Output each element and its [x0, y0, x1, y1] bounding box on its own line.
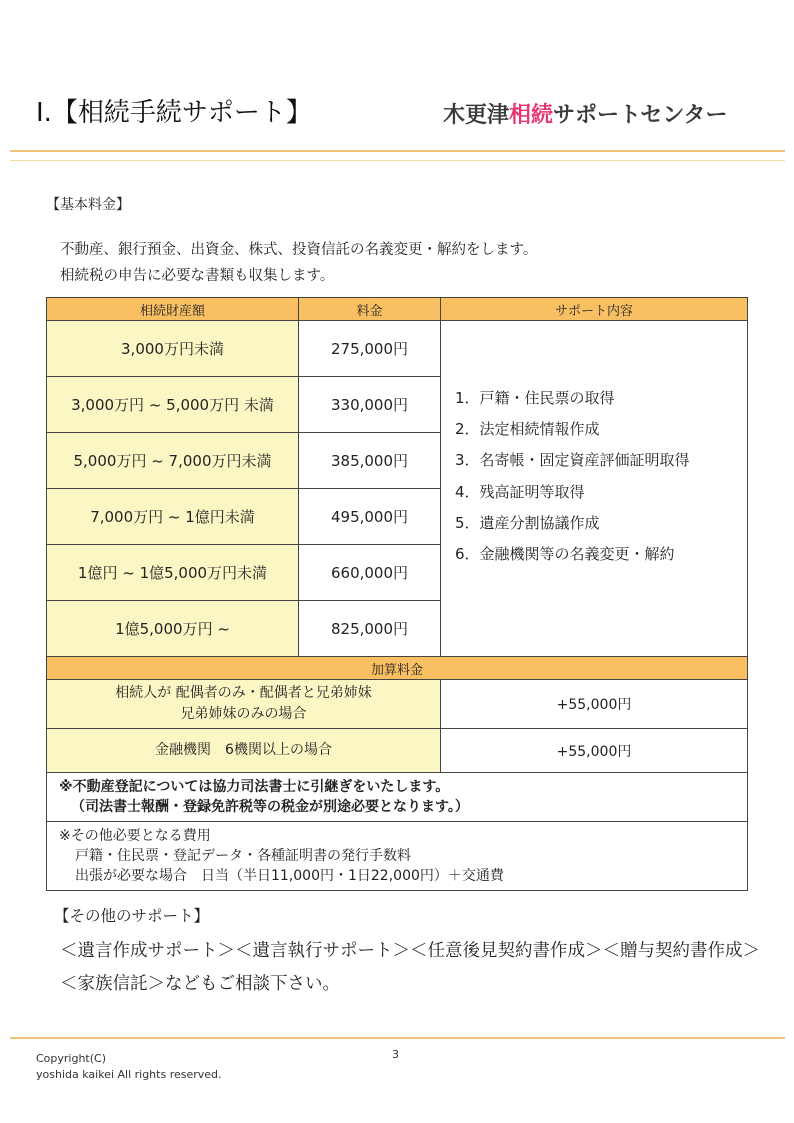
support-item: 4．残高証明等取得: [455, 482, 585, 501]
note-line: 出張が必要な場合 日当（半日11,000円・1日22,000円）＋交通費: [75, 868, 504, 884]
column-header-fee: 料金: [299, 298, 441, 321]
note-line: （司法書士報酬・登録免許税等の税金が別途必要となります。）: [71, 799, 469, 815]
support-item: 2．法定相続情報作成: [455, 420, 600, 439]
surcharge-label-line: 兄弟姉妹のみの場合: [180, 706, 307, 722]
header-divider-thin: [10, 160, 785, 161]
estate-range: 7,000万円 ~ 1億円未満: [47, 489, 299, 545]
intro-line-2: 相続税の申告に必要な書類も収集します。: [60, 268, 335, 284]
surcharge-row: [47, 729, 748, 773]
note-line: 戸籍・住民票・登記データ・各種証明書の発行手数料: [75, 848, 411, 864]
brand-logo: [443, 98, 728, 129]
other-support-heading: 【その他のサポート】: [54, 907, 210, 925]
fee-amount: 660,000円: [299, 545, 441, 601]
support-item: 3．名寄帳・固定資産評価証明取得: [455, 451, 690, 470]
estate-range: 1億5,000万円 ~: [47, 601, 299, 657]
fee-table-header: [47, 298, 748, 321]
surcharge-header-row: [47, 657, 748, 680]
note-row: [47, 822, 748, 891]
brand-text-accent: 相続: [509, 103, 554, 128]
footer-divider: [10, 1037, 785, 1039]
other-costs-note: [47, 822, 748, 891]
fee-amount: 385,000円: [299, 433, 441, 489]
brand-text-post: サポートセンター: [553, 103, 728, 128]
surcharge-label: [47, 680, 441, 729]
note-row: [47, 773, 748, 822]
copyright-line-1: Copyright(C): [36, 1052, 107, 1065]
estate-range: 5,000万円 ~ 7,000万円未満: [47, 433, 299, 489]
estate-range: 1億円 ~ 1億5,000万円未満: [47, 545, 299, 601]
support-item: 6．金融機関等の名義変更・解約: [455, 545, 675, 564]
surcharge-label-line: 相続人が 配偶者のみ・配偶者と兄弟姉妹: [115, 685, 372, 701]
support-content: [441, 321, 748, 657]
surcharge-header: 加算料金: [47, 657, 748, 680]
estate-range: 3,000万円未満: [47, 321, 299, 377]
note-line: ※その他必要となる費用: [59, 828, 211, 844]
other-support-line-2: ＜家族信託＞などもご相談下さい。: [60, 974, 340, 994]
table-row: [47, 321, 748, 377]
column-header-support: サポート内容: [441, 298, 748, 321]
fee-amount: 825,000円: [299, 601, 441, 657]
fee-table: [46, 297, 748, 891]
support-item: 5．遺産分割協議作成: [455, 513, 600, 532]
support-item: 1．戸籍・住民票の取得: [455, 389, 615, 407]
other-support-line-1: ＜遺言作成サポート＞＜遺言執行サポート＞＜任意後見契約書作成＞＜贈与契約書作成＞: [60, 941, 760, 961]
copyright-line-2: yoshida kaikei All rights reserved.: [36, 1068, 222, 1081]
surcharge-fee: +55,000円: [441, 729, 748, 773]
intro-line-1: 不動産、銀行預金、出資金、株式、投資信託の名義変更・解約をします。: [60, 242, 538, 258]
note-line: ※不動産登記については協力司法書士に引継ぎをいたします。: [59, 779, 450, 795]
registration-note: [47, 773, 748, 822]
brand-text-pre: 木更津: [443, 103, 510, 128]
header-divider: [10, 150, 785, 152]
fee-amount: 275,000円: [299, 321, 441, 377]
surcharge-fee: +55,000円: [441, 680, 748, 729]
page-title: Ⅰ.【相続手続サポート】: [36, 98, 312, 128]
fee-amount: 330,000円: [299, 377, 441, 433]
column-header-estate: 相続財産額: [47, 298, 299, 321]
basic-fee-heading: 【基本料金】: [46, 197, 130, 213]
surcharge-label: 金融機関 6機関以上の場合: [47, 729, 441, 773]
estate-range: 3,000万円 ~ 5,000万円 未満: [47, 377, 299, 433]
fee-amount: 495,000円: [299, 489, 441, 545]
page-number: 3: [392, 1048, 399, 1061]
surcharge-row: [47, 680, 748, 729]
